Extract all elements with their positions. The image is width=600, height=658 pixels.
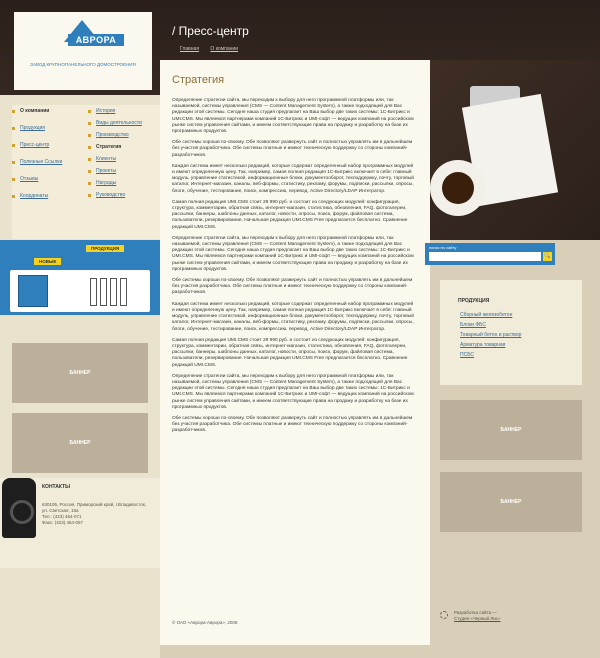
subnav-item-activities[interactable]: Виды деятельности [88, 117, 160, 129]
contacts-address: 630105, Россия, Приморский край, г.Владивосток, ул. Светская, 15а [42, 502, 147, 513]
primary-nav [12, 105, 72, 207]
contacts-info [42, 502, 152, 526]
nav-item-products[interactable]: Продукция [12, 122, 72, 139]
product-link[interactable]: Товарный бетон и раствор [460, 332, 522, 338]
logo-subtitle: ЗАВОД КРУПНОПАНЕЛЬНОГО ДОМОСТРОЕНИЯ [30, 62, 136, 67]
header-photo [430, 60, 600, 240]
product-link[interactable]: Сборный железобетон [460, 312, 513, 318]
folder-icon [100, 278, 107, 306]
main-content [160, 60, 430, 645]
banner-right-1[interactable]: БАННЕР [440, 400, 582, 460]
content-title: Стратегия [172, 74, 225, 86]
breadcrumb-item[interactable]: О компании [210, 46, 238, 52]
coffee-cup-image [430, 160, 486, 216]
contacts-title: КОНТАКТЫ [42, 484, 71, 490]
nav-item-reviews[interactable]: Отзывы [12, 173, 72, 190]
phone-icon [2, 478, 36, 538]
navigation [12, 105, 160, 239]
subnav-item-history[interactable]: История [88, 105, 160, 117]
promo-tag-products: ПРОДУКЦИЯ [86, 245, 124, 252]
logo[interactable] [14, 12, 152, 90]
folder-icon [120, 278, 127, 306]
product-link[interactable]: ПСБС [460, 352, 475, 358]
logo-name: АВРОРА [68, 34, 124, 46]
promo-block[interactable] [0, 240, 160, 315]
subnav-item-strategy[interactable]: Стратегия [88, 141, 160, 153]
nav-item-press[interactable]: Пресс-центр [12, 139, 72, 156]
banner-right-2[interactable]: БАННЕР [440, 472, 582, 532]
products-list [460, 312, 521, 362]
nav-item-contacts[interactable]: Координаты [12, 190, 72, 207]
content-paragraph: Самая полная редакция UMI.CMS стоит 29 990 руб. и состоит из следующих модулей: конфигурация, структура, комментарии, обратная связь, интернет-магазин, статистика, обновления, FAQ, фотогалереи, рассылки, баннеры, шаблоны данных, каталог, новости, опросы, поиск, форум, файловая система, пользователи, резервирование. Начальная редакция UMI.CMS Free предлагается бесплатно. Сравнение редакций UMI.CMS. [172, 199, 408, 230]
search-label: поиск по сайту [429, 245, 457, 250]
product-box-icon [18, 275, 48, 307]
left-column [0, 95, 160, 658]
developer-label: Разработка сайта — [454, 610, 497, 615]
secondary-nav [88, 105, 160, 201]
search-input[interactable] [429, 252, 541, 261]
content-paragraph: Каждая система имеет несколько редакций, которые содержат определенный набор программных модулей и имеют определенную цену. Так, например, самая полная редакция 1С-Битрикс включает в себя: главный модуль, управление статистикой, информационные блоки, документооборот, техподдержку, почту, торговый каталог, Интернет-магазин, каналы, веб-формы, статистику, рекламу, форумы, подписки, рассылки, опросы, блоги, обучение, тестирование, поиск, компрессию, перевод, Active Directory/LDAP Интегратор. [172, 163, 414, 194]
banner-left-2[interactable]: БАННЕР [12, 413, 148, 473]
gear-icon [440, 611, 448, 619]
content-body [172, 98, 416, 440]
folder-icon [110, 278, 117, 306]
product-link[interactable]: Арматура товарная [460, 342, 506, 348]
nav-item-about[interactable]: О компании [12, 105, 72, 122]
content-paragraph: Определение стратегии сайта, мы переходим к выбору для него программной платформы или, так называемой, системы управления (CMS — Content Management System), а также подходящей для Вас редакции этой системы. Сегодня наша студия предлагает на Ваш выбор две таких системы: 1С-Битрикс и UMI.CMS. Мы являемся партнерами компаний 1С-Битрикс и UMI-софт — ведущих компаний на российском рынке систем управления сайтами, и имеем соответствующие права на продажу и разработку на базе их программных продуктов. [172, 373, 414, 410]
content-paragraph: Обе системы хороши по-своему. Обе позволяют развернуть сайт и полностью управлять им в дальнейшем без участия разработчика. Обе системы платные и имеют техническую поддержку со стороны компаний-разработчиков. [172, 415, 413, 434]
banner-left-1[interactable]: БАННЕР [12, 343, 148, 403]
content-paragraph: Обе системы хороши по-своему. Обе позволяют развернуть сайт и полностью управлять им в дальнейшем без участия разработчика. Обе системы платные и имеют техническую поддержку со стороны компаний-разработчиков. [172, 140, 413, 158]
content-paragraph: Определение стратегии сайта, мы переходим к выбору для него программной платформы или, так называемой, системы управления (CMS — Content Management System), а также подходящей для Вас редакции этой системы. Сегодня наша студия предлагает на Ваш выбор две таких системы: 1С-Битрикс и UMI.CMS. Мы являемся партнерами компаний 1С-Битрикс и UMI-софт — ведущих компаний на российском рынке систем управления сайтами, и имеем соответствующие права на продажу и разработку на базе их программных продуктов. [172, 235, 414, 272]
breadcrumb [180, 46, 248, 52]
products-title: ПРОДУКЦИЯ [458, 298, 490, 304]
nav-item-links[interactable]: Полезные Ссылки [12, 156, 72, 173]
subnav-item-clients[interactable]: Клиенты [88, 153, 160, 165]
product-link[interactable]: Блоки ФБС [460, 322, 486, 328]
breadcrumb-item[interactable]: Главная [180, 46, 200, 52]
content-paragraph: Самая полная редакция UMI.CMS стоит 29 990 руб. и состоит из следующих модулей: конфигурация, структура, комментарии, обратная связь, интернет-магазин, статистика, обновления, FAQ, фотогалереи, рассылки, баннеры, шаблоны данных, каталог, новости, опросы, поиск, форум, файловая система, пользователи, резервирование. Начальная редакция UMI.CMS Free предлагается бесплатно. Сравнение редакций UMI.CMS. [172, 337, 408, 368]
folder-icon [90, 278, 97, 306]
page-title: / Пресс-центр [172, 24, 249, 38]
content-paragraph: Обе системы хороши по-своему. Обе позволяют развернуть сайт и полностью управлять им в дальнейшем без участия разработчика. Обе системы платные и имеют техническую поддержку со стороны компаний-разработчиков. [172, 278, 413, 296]
search-button[interactable]: 🔍 [544, 253, 551, 259]
products-block [440, 280, 582, 385]
contacts-fax: Факс: (423) 464-057 [42, 520, 83, 525]
contacts-block [0, 478, 160, 568]
subnav-item-awards[interactable]: Награды [88, 177, 160, 189]
developer-link[interactable]: Студия «Черный Лис» [454, 616, 501, 621]
search-bar [425, 243, 555, 265]
content-paragraph: Каждая система имеет несколько редакций, которые содержат определенный набор программных модулей и имеют определенную цену. Так, например, самая полная редакция 1С-Битрикс включает в себя: главный модуль, управление статистикой, информационные блоки, документооборот, техподдержку, почту, торговый каталог, Интернет-магазин, каналы, веб-формы, статистику, рекламу, форумы, подписки, рассылки, опросы, блоги, обучение, тестирование, поиск, компрессию, перевод, Active Directory/LDAP Интегратор. [172, 301, 414, 332]
subnav-item-projects[interactable]: Проекты [88, 165, 160, 177]
content-paragraph: Определение стратегии сайта, мы переходим к выбору для него программной платформы или, так называемой, системы управления (CMS — Content Management System), а также подходящей для Вас редакции этой системы. Сегодня наша студия предлагает на Ваш выбор две таких системы: 1С-Битрикс и UMI.CMS. Мы являемся партнерами компаний 1С-Битрикс и UMI-софт — ведущих компаний на российском рынке систем управления сайтами, и имеем соответствующие права на продажу и разработку на базе их программных продуктов. [172, 98, 414, 135]
promo-tag-new: НОВЫЕ [34, 258, 61, 265]
subnav-item-production[interactable]: Производство [88, 129, 160, 141]
copyright: © ОАО «Аврора-Аврора», 2008 [172, 620, 238, 625]
contacts-phone: Тел.: (423) 464-071 [42, 514, 82, 519]
subnav-item-management[interactable]: Руководство [88, 189, 160, 201]
